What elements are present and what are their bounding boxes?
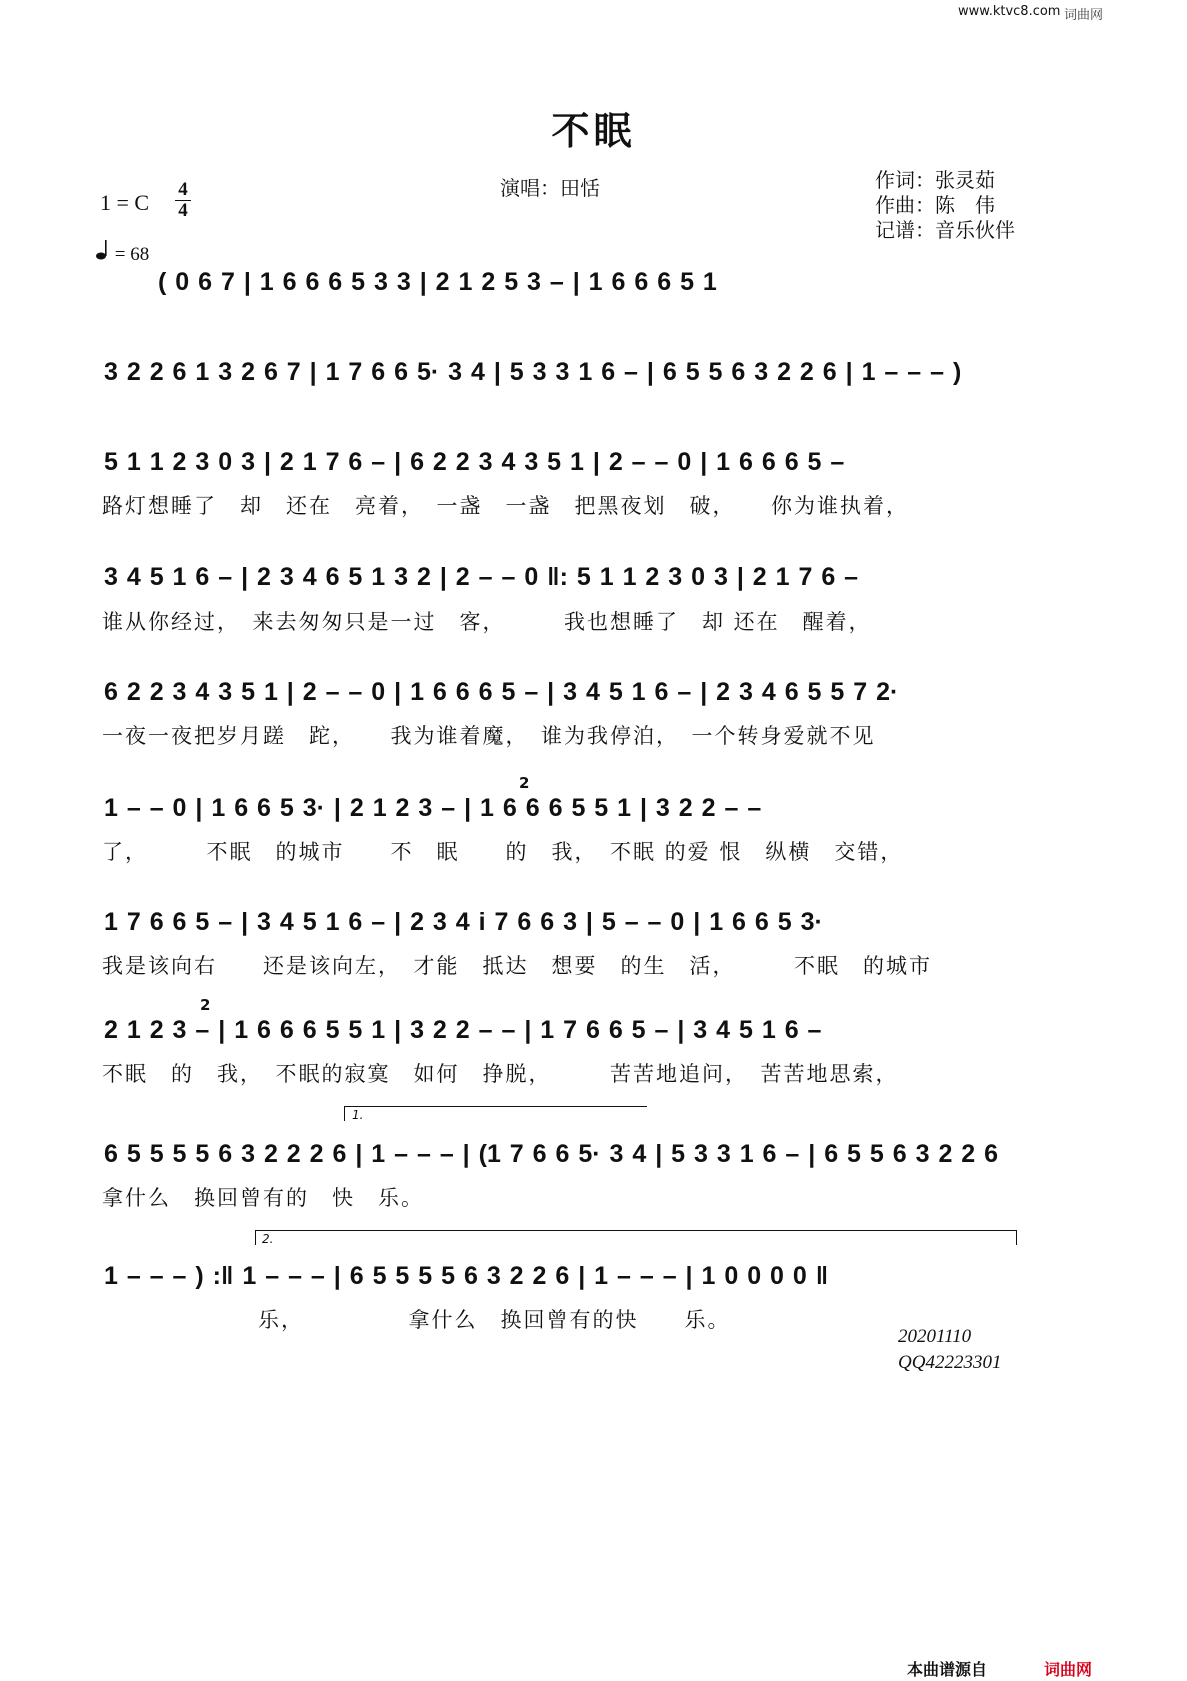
volta-first-label: 1.: [352, 1108, 364, 1122]
singer: 演唱：田恬: [500, 176, 600, 200]
page-title: 不眠: [551, 109, 636, 153]
footer-source-label: 本曲谱源自: [907, 1660, 988, 1679]
transcriber: 记谱：音乐伙伴: [875, 218, 1015, 242]
site-name: 词曲网: [1064, 8, 1104, 23]
grace-note-2: 2: [200, 996, 211, 1014]
lyric-row-3: 路灯想睡了 却 还在 亮着， 一盏 一盏 把黑夜划 破， 你为谁执着，: [102, 494, 909, 518]
time-top: 4: [178, 179, 188, 200]
lyric-row-7: 我是该向右 还是该向左， 才能 抵达 想要 的生 活， 不眠 的城市: [102, 954, 932, 978]
lyric-row-6: 了， 不眠 的城市 不 眠 的 我， 不眠 的爱 恨 纵横 交错，: [102, 840, 904, 864]
lyric-row-5: 一夜一夜把岁月蹉 跎， 我为谁着魔， 谁为我停泊， 一个转身爱就不见: [102, 724, 876, 748]
transcription-date: 20201110: [898, 1326, 972, 1347]
lyric-row-4: 谁从你经过， 来去匆匆只是一过 客， 我也想睡了 却 还在 醒着，: [102, 610, 872, 634]
time-bottom: 4: [178, 200, 188, 221]
grace-note-1: 2: [519, 774, 530, 792]
tempo-marking: [96, 240, 149, 266]
notation-row-1: ( 0 6 7 | 1 6 6 6 5 3 3 | 2 1 2 5 3 – | 1 6 6 6 5 1: [158, 268, 717, 296]
lyricist: 作词：张灵茹: [875, 168, 995, 192]
lyric-row-9: 拿什么 换回曾有的 快 乐。: [102, 1186, 424, 1210]
notation-row-8: 2 1 2 3 – | 1 6 6 6 5 5 1 | 3 2 2 – – | 1 7 6 6 5 – | 3 4 5 1 6 –: [104, 1016, 822, 1044]
notation-row-6: 1 – – 0 | 1 6 6 5 3· | 2 1 2 3 – | 1 6 6 6 5 5 1 | 3 2 2 – –: [104, 794, 762, 822]
notation-row-2: 3 2 2 6 1 3 2 6 7 | 1 7 6 6 5· 3 4 | 5 3 3 1 6 – | 6 5 5 6 3 2 2 6 | 1 – – – ): [104, 358, 962, 386]
lyric-row-10: 乐， 拿什么 换回曾有的快 乐。: [258, 1308, 731, 1332]
tempo-value: = 68: [114, 244, 150, 265]
lyric-row-8: 不眠 的 我， 不眠的寂寞 如何 挣脱， 苦苦地追问， 苦苦地思索，: [102, 1062, 899, 1086]
notation-row-10: 1 – – – ) :‖ 1 – – – | 6 5 5 5 5 6 3 2 2 6 | 1 – – – | 1 0 0 0 0 ‖: [104, 1262, 829, 1290]
notation-row-5: 6 2 2 3 4 3 5 1 | 2 – – 0 | 1 6 6 6 5 – | 3 4 5 1 6 – | 2 3 4 6 5 5 7 2·: [104, 678, 899, 706]
volta-second-bracket: [255, 1230, 1017, 1245]
time-signature: [175, 180, 191, 221]
volta-first-bracket: [344, 1106, 647, 1121]
volta-second-label: 2.: [262, 1232, 274, 1246]
notation-row-3: 5 1 1 2 3 0 3 | 2 1 7 6 – | 6 2 2 3 4 3 5 1 | 2 – – 0 | 1 6 6 6 5 –: [104, 448, 845, 476]
key-signature: 1 = C: [100, 190, 150, 215]
notation-row-4: 3 4 5 1 6 – | 2 3 4 6 5 1 3 2 | 2 – – 0 ‖: 5 1 1 2 3 0 3 | 2 1 7 6 –: [104, 563, 859, 591]
composer: 作曲：陈 伟: [875, 193, 995, 217]
notation-row-7: 1 7 6 6 5 – | 3 4 5 1 6 – | 2 3 4 i 7 6 6 3 | 5 – – 0 | 1 6 6 5 3·: [104, 908, 823, 936]
quarter-note-icon: [96, 240, 110, 266]
transcriber-qq: QQ42223301: [898, 1352, 1002, 1373]
notation-row-9: 6 5 5 5 5 6 3 2 2 2 6 | 1 – – – | (1 7 6 6 5· 3 4 | 5 3 3 1 6 – | 6 5 5 6 3 2 2 6: [104, 1140, 999, 1168]
footer-brand-link[interactable]: 词曲网: [1044, 1660, 1093, 1679]
site-url[interactable]: www.ktvc8.com: [958, 4, 1061, 19]
